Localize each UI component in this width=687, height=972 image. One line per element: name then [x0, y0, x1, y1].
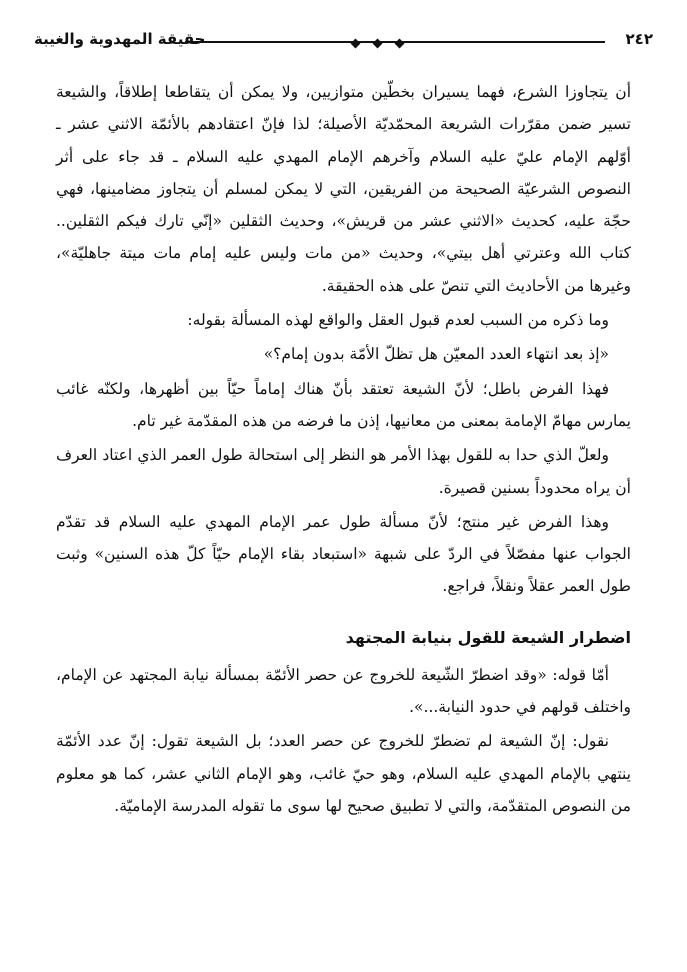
page-number: ٢٤٢ — [625, 30, 653, 48]
paragraph: أن يتجاوزا الشرع، فهما يسيران بخطّين متوازيين، ولا يمكن أن يتقاطعا إطلاقاً، والشيعة تسير ضمن مقرّرات الشريعة المحمّديّة الأصيلة؛ لذا فإنّ اعتقادهم بالأئمّة الاثني عشر ـ أوّلهم الإمام عليّ عليه السلام وآخرهم الإمام المهدي عليه السلام ـ قد جاء على أثر النصوص الشرعيّة الصحيحة من الفريقين، التي لا يمكن لمسلم أن يتجاوز مضامينها، فهي حجّة عليه، كحديث «الاثني عشر من قريش»، وحديث الثقلين «إنّي تارك فيكم الثقلين.. كتاب الله وعترتي أهل بيتي»، وحديث «من مات وليس عليه إمام مات ميتة جاهليّة»، وغيرها من الأحاديث التي تنصّ على هذه الحقيقة. — [56, 83, 631, 295]
diamond-ornament-icon — [350, 39, 360, 49]
paragraph: أمّا قوله: «وقد اضطرّ الشّيعة للخروج عن حصر الأئمّة بمسألة نيابة المجتهد عن الإمام، واختلف قولهم في حدود النيابة...». — [56, 665, 631, 717]
running-header — [34, 28, 653, 56]
paragraph: ولعلّ الذي حدا به للقول بهذا الأمر هو النظر إلى استحالة طول العمر الذي اعتاد العرف أن يراه محدوداً بسنين قصيرة. — [56, 446, 631, 497]
paragraph: نقول: إنّ الشيعة لم تضطرّ للخروج عن حصر العدد؛ بل الشيعة تقول: إنّ عدد الأئمّة ينتهي بالإمام المهدي عليه السلام، وهو حيّ غائب، وهو الإمام الثاني عشر، كما هو معلوم من النصوص المتقدّمة، والتي لا تطبيق صحيح لها سوى ما تقوله المدرسة الإماميّة. — [56, 732, 631, 815]
header-ornament — [347, 33, 408, 49]
diamond-ornament-icon — [395, 39, 405, 49]
page-body — [56, 76, 631, 824]
paragraph: وهذا الفرض غير منتج؛ لأنّ مسألة طول عمر الإمام المهدي عليه السلام قد تقدّم الجواب عنها مفصّلاً في الردّ على شبهة «استبعاد بقاء الإمام حيّاً كلّ هذه السنين» وثبت طول العمر عقلاً ونقلاً، فراجع. — [56, 512, 631, 596]
paragraph: فهذا الفرض باطل؛ لأنّ الشيعة تعتقد بأنّ هناك إماماً حيّاً بين أظهرها، ولكنّه غائب يمارس مهامّ الإمامة بمعنى من معانيها، إذن ما فرضه من هذه المقدّمة غير تام. — [56, 379, 631, 430]
section-heading: اضطرار الشيعة للقول بنيابة المجتهد — [345, 627, 631, 647]
quotation: «إذ بعد انتهاء العدد المعيّن هل تظلّ الأمّة بدون إمام؟» — [263, 345, 609, 364]
diamond-ornament-icon — [372, 39, 382, 49]
paragraph: وما ذكره من السبب لعدم قبول العقل والواقع لهذه المسألة بقوله: — [187, 311, 609, 330]
book-title: حقيقة المهدوية والغيبة — [34, 30, 206, 48]
